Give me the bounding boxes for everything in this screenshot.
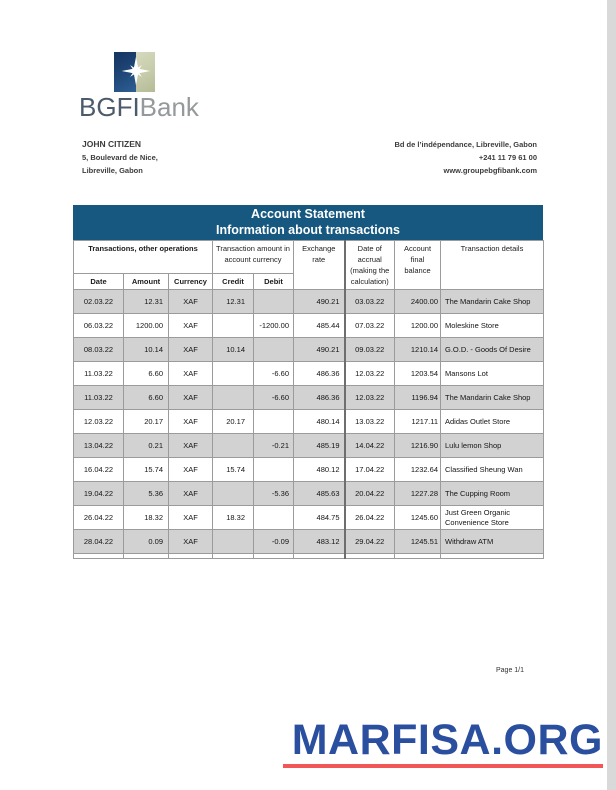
cell-rate: 486.36: [294, 362, 345, 386]
cell-credit: [213, 482, 254, 506]
header-exchange-rate: Exchange rate: [294, 241, 345, 290]
cell-currency: XAF: [169, 386, 213, 410]
cell-rate: 485.63: [294, 482, 345, 506]
cell-date: 06.03.22: [74, 314, 124, 338]
statement-title-line1: Account Statement: [251, 207, 365, 221]
cell-amount: 1200.00: [124, 314, 169, 338]
cell-credit: 18.32: [213, 506, 254, 530]
cell-credit: [213, 314, 254, 338]
cell-date: 28.04.22: [74, 530, 124, 554]
cell-date: 13.04.22: [74, 434, 124, 458]
cell-accrual: 13.03.22: [345, 410, 395, 434]
empty-cell: [213, 554, 254, 559]
bank-phone: +241 11 79 61 00: [478, 153, 537, 162]
cell-currency: XAF: [169, 338, 213, 362]
cell-credit: [213, 530, 254, 554]
cell-amount: 15.74: [124, 458, 169, 482]
cell-currency: XAF: [169, 410, 213, 434]
cell-debit: [254, 338, 294, 362]
transaction-row: [74, 362, 544, 386]
cell-date: 11.03.22: [74, 362, 124, 386]
cell-balance: 1232.64: [395, 458, 441, 482]
header-group-row: [74, 241, 544, 274]
header-date: Date: [74, 274, 124, 290]
cell-rate: 490.21: [294, 338, 345, 362]
cell-rate: 484.75: [294, 506, 345, 530]
cell-date: 19.04.22: [74, 482, 124, 506]
logo-text-bank: Bank: [139, 92, 199, 122]
cell-date: 08.03.22: [74, 338, 124, 362]
logo-text-bgfi: BGFI: [79, 92, 140, 122]
cell-currency: XAF: [169, 434, 213, 458]
cell-rate: 480.12: [294, 458, 345, 482]
cell-balance: 1245.51: [395, 530, 441, 554]
empty-cell: [395, 554, 441, 559]
cell-debit: -6.60: [254, 386, 294, 410]
cell-rate: 483.12: [294, 530, 345, 554]
empty-cell: [345, 554, 395, 559]
transaction-row: [74, 530, 544, 554]
cell-date: 16.04.22: [74, 458, 124, 482]
bank-address: Bd de l’indépendance, Libreville, Gabon: [394, 140, 537, 149]
cell-debit: -0.09: [254, 530, 294, 554]
empty-cell: [74, 554, 124, 559]
customer-address-block: [82, 138, 158, 177]
cell-balance: 2400.00: [395, 290, 441, 314]
cell-details: The Mandarin Cake Shop: [441, 290, 544, 314]
cell-balance: 1227.28: [395, 482, 441, 506]
cell-credit: [213, 386, 254, 410]
transactions-table: [73, 240, 544, 559]
cell-currency: XAF: [169, 362, 213, 386]
cell-amount: 20.17: [124, 410, 169, 434]
cell-details: The Mandarin Cake Shop: [441, 386, 544, 410]
transaction-row: [74, 410, 544, 434]
cell-debit: -0.21: [254, 434, 294, 458]
empty-cell: [294, 554, 345, 559]
cell-credit: 20.17: [213, 410, 254, 434]
account-statement-table: [73, 205, 543, 559]
cell-accrual: 12.03.22: [345, 386, 395, 410]
cell-date: 12.03.22: [74, 410, 124, 434]
cell-debit: [254, 506, 294, 530]
header-currency: Currency: [169, 274, 213, 290]
cell-balance: 1196.94: [395, 386, 441, 410]
cell-balance: 1245.60: [395, 506, 441, 530]
transaction-row: [74, 290, 544, 314]
cell-details: Lulu lemon Shop: [441, 434, 544, 458]
cell-amount: 0.21: [124, 434, 169, 458]
cell-date: 11.03.22: [74, 386, 124, 410]
bgfi-bank-wordmark: [79, 94, 199, 120]
header-account-final-balance: Account final balance: [395, 241, 441, 290]
header-debit: Debit: [254, 274, 294, 290]
cell-rate: 485.44: [294, 314, 345, 338]
header-transaction-details: Transaction details: [441, 241, 544, 290]
cell-credit: [213, 434, 254, 458]
cell-details: The Cupping Room: [441, 482, 544, 506]
cell-details: Classified Sheung Wan: [441, 458, 544, 482]
page-number-label: Page 1/1: [496, 667, 525, 674]
cell-currency: XAF: [169, 290, 213, 314]
cell-rate: 485.19: [294, 434, 345, 458]
cell-debit: [254, 410, 294, 434]
cell-currency: XAF: [169, 314, 213, 338]
cell-currency: XAF: [169, 482, 213, 506]
cell-date: 02.03.22: [74, 290, 124, 314]
cell-details: Moleskine Store: [441, 314, 544, 338]
empty-stub-row: [74, 554, 544, 559]
cell-balance: 1210.14: [395, 338, 441, 362]
header-credit: Credit: [213, 274, 254, 290]
transaction-row: [74, 338, 544, 362]
header-date-of-accrual: Date of accrual (making the calculation): [345, 241, 395, 290]
transaction-row: [74, 434, 544, 458]
transaction-row: [74, 314, 544, 338]
statement-title-banner: [73, 205, 543, 240]
cell-credit: 12.31: [213, 290, 254, 314]
cell-details: Mansons Lot: [441, 362, 544, 386]
bgfi-logo-mark: [114, 52, 155, 92]
statement-title-line2: Information about transactions: [215, 223, 401, 237]
cell-debit: [254, 458, 294, 482]
cell-credit: 10.14: [213, 338, 254, 362]
cell-amount: 6.60: [124, 386, 169, 410]
header-amount: Amount: [124, 274, 169, 290]
cell-amount: 12.31: [124, 290, 169, 314]
cell-accrual: 07.03.22: [345, 314, 395, 338]
cell-balance: 1216.90: [395, 434, 441, 458]
cell-accrual: 26.04.22: [345, 506, 395, 530]
cell-debit: -5.36: [254, 482, 294, 506]
cell-rate: 486.36: [294, 386, 345, 410]
cell-amount: 6.60: [124, 362, 169, 386]
customer-address-line1: 5, Boulevard de Nice,: [82, 153, 158, 162]
cell-accrual: 12.03.22: [345, 362, 395, 386]
cell-details: G.O.D. - Goods Of Desire: [441, 338, 544, 362]
watermark-underline: [283, 764, 603, 768]
customer-name: JOHN CITIZEN: [82, 139, 142, 149]
cell-balance: 1217.11: [395, 410, 441, 434]
page-edge-strip: [607, 0, 616, 790]
transaction-row: [74, 386, 544, 410]
cell-debit: -1200.00: [254, 314, 294, 338]
transaction-row: [74, 506, 544, 530]
cell-accrual: 29.04.22: [345, 530, 395, 554]
cell-credit: 15.74: [213, 458, 254, 482]
cell-debit: [254, 290, 294, 314]
cell-accrual: 09.03.22: [345, 338, 395, 362]
cell-rate: 480.14: [294, 410, 345, 434]
empty-cell: [124, 554, 169, 559]
cell-amount: 0.09: [124, 530, 169, 554]
cell-currency: XAF: [169, 506, 213, 530]
cell-debit: -6.60: [254, 362, 294, 386]
cell-amount: 5.36: [124, 482, 169, 506]
cell-accrual: 20.04.22: [345, 482, 395, 506]
cell-amount: 10.14: [124, 338, 169, 362]
empty-cell: [441, 554, 544, 559]
bank-website: www.groupebgfibank.com: [443, 166, 537, 175]
cell-details: Adidas Outlet Store: [441, 410, 544, 434]
bank-contact-block: [394, 138, 537, 177]
cell-accrual: 14.04.22: [345, 434, 395, 458]
watermark-text: MARFISA.ORG: [291, 716, 603, 764]
header-transactions-group: Transactions, other operations: [74, 241, 213, 274]
cell-details: Withdraw ATM: [441, 530, 544, 554]
cell-rate: 490.21: [294, 290, 345, 314]
transaction-row: [74, 482, 544, 506]
empty-cell: [169, 554, 213, 559]
cell-accrual: 03.03.22: [345, 290, 395, 314]
customer-address-line2: Libreville, Gabon: [82, 166, 143, 175]
transaction-row: [74, 458, 544, 482]
cell-date: 26.04.22: [74, 506, 124, 530]
cell-credit: [213, 362, 254, 386]
sparkle-star-icon: [121, 56, 151, 86]
marfisa-watermark: [283, 716, 603, 768]
cell-accrual: 17.04.22: [345, 458, 395, 482]
cell-amount: 18.32: [124, 506, 169, 530]
header-amount-group: Transaction amount in account currency: [213, 241, 294, 274]
cell-currency: XAF: [169, 458, 213, 482]
cell-balance: 1200.00: [395, 314, 441, 338]
cell-balance: 1203.54: [395, 362, 441, 386]
empty-cell: [254, 554, 294, 559]
cell-details: Just Green Organic Convenience Store: [441, 506, 544, 530]
cell-currency: XAF: [169, 530, 213, 554]
